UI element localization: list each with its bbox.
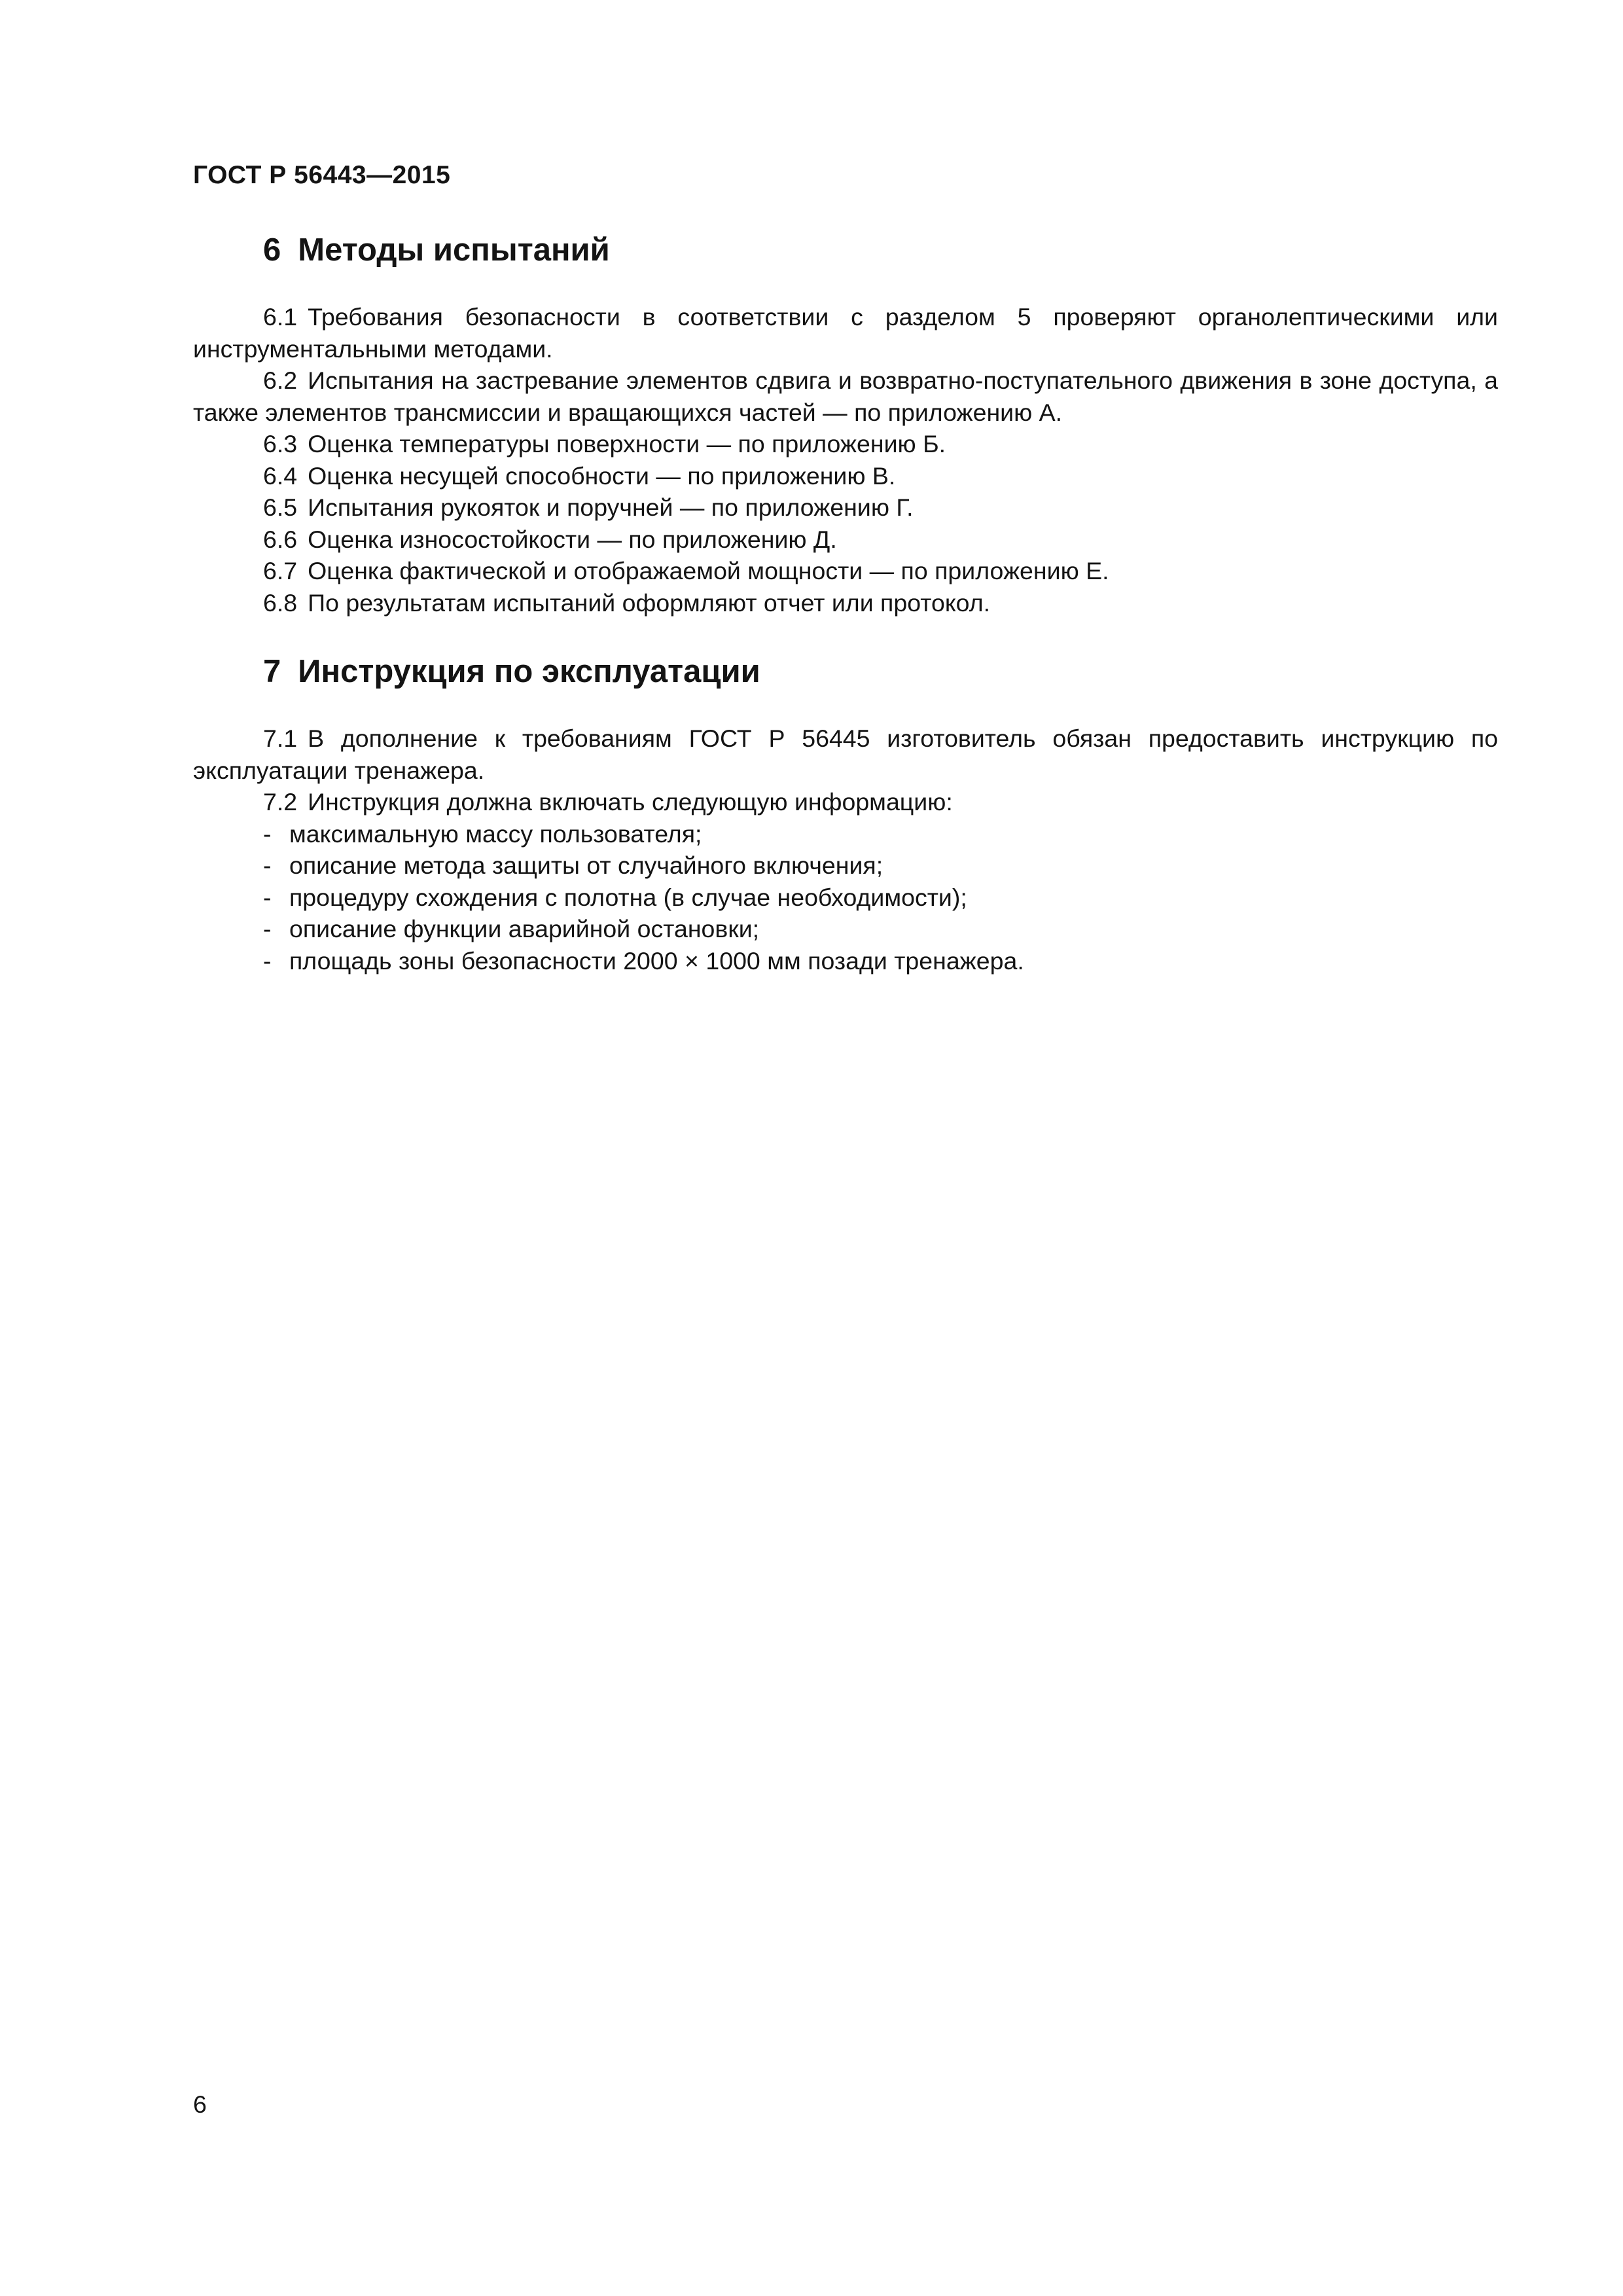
clause-text: По результатам испытаний оформляют отчет или протокол. <box>308 588 991 617</box>
clause-6-4 <box>193 460 1498 492</box>
dash-bullet: - <box>263 883 272 911</box>
list-item-text: описание функции аварийной остановки; <box>289 915 760 942</box>
section-6-number: 6 <box>263 232 281 268</box>
list-item <box>193 850 1498 882</box>
clause-6-8 <box>193 587 1498 619</box>
dash-bullet: - <box>263 852 272 879</box>
clause-text: Испытания рукояток и поручней — по приложению Г. <box>308 493 914 521</box>
page-number: 6 <box>193 2090 207 2118</box>
list-item <box>193 945 1498 977</box>
section-7 <box>193 652 1498 977</box>
section-7-title: Инструкция по эксплуатации <box>298 654 760 689</box>
clause-text: Инструкция должна включать следующую информацию: <box>308 788 953 816</box>
section-6-body <box>193 301 1498 619</box>
clause-7-1 <box>193 723 1498 786</box>
list-item-text: площадь зоны безопасности 2000 × 1000 мм позади тренажера. <box>289 946 1024 975</box>
section-6-heading <box>193 230 1498 270</box>
section-7-body <box>193 723 1498 977</box>
clause-number: 7.2 <box>263 788 298 816</box>
clause-6-2 <box>193 365 1498 428</box>
list-item <box>193 882 1498 914</box>
clause-6-1 <box>193 301 1498 365</box>
clause-6-7 <box>193 555 1498 587</box>
clause-text: Оценка несущей способности — по приложению В. <box>308 461 896 490</box>
list-item-text: процедуру схождения с полотна (в случае необходимости); <box>289 883 967 911</box>
list-item <box>193 818 1498 850</box>
clause-text: Испытания на застревание элементов сдвига и возвратно-поступательного движения в зоне доступа, а также элементов трансмиссии и вращающихся частей — по приложению А. <box>193 367 1498 426</box>
clause-7-2 <box>193 786 1498 818</box>
clause-number: 6.2 <box>263 367 298 394</box>
clause-text: Оценка температуры поверхности — по приложению Б. <box>308 430 946 457</box>
list-item <box>193 913 1498 945</box>
section-6-title: Методы испытаний <box>298 232 610 268</box>
clause-text: Оценка фактической и отображаемой мощности — по приложению Е. <box>308 557 1109 584</box>
clause-number: 6.8 <box>263 588 298 617</box>
clause-number: 6.4 <box>263 461 298 490</box>
clause-text: В дополнение к требованиям ГОСТ Р 56445 изготовитель обязан предоставить инструкцию по эксплуатации тренажера. <box>193 725 1498 784</box>
section-6 <box>193 230 1498 619</box>
document-code-header: ГОСТ Р 56443—2015 <box>193 161 451 189</box>
clause-6-6 <box>193 524 1498 556</box>
clause-text: Требования безопасности в соответствии с разделом 5 проверяют органолептическими или инструментальными методами. <box>193 303 1498 363</box>
dash-bullet: - <box>263 946 272 975</box>
clause-number: 7.1 <box>263 725 298 752</box>
clause-6-3 <box>193 428 1498 460</box>
clause-6-5 <box>193 492 1498 524</box>
dash-bullet: - <box>263 915 272 942</box>
clause-number: 6.7 <box>263 557 298 584</box>
clause-number: 6.5 <box>263 493 298 521</box>
clause-number: 6.3 <box>263 430 298 457</box>
section-7-number: 7 <box>263 654 281 689</box>
clause-text: Оценка износостойкости — по приложению Д. <box>308 525 837 553</box>
clause-number: 6.6 <box>263 525 298 553</box>
section-7-heading <box>193 652 1498 691</box>
list-item-text: описание метода защиты от случайного включения; <box>289 852 883 879</box>
clause-number: 6.1 <box>263 303 298 331</box>
list-item-text: максимальную массу пользователя; <box>289 819 702 848</box>
dash-bullet: - <box>263 819 272 848</box>
